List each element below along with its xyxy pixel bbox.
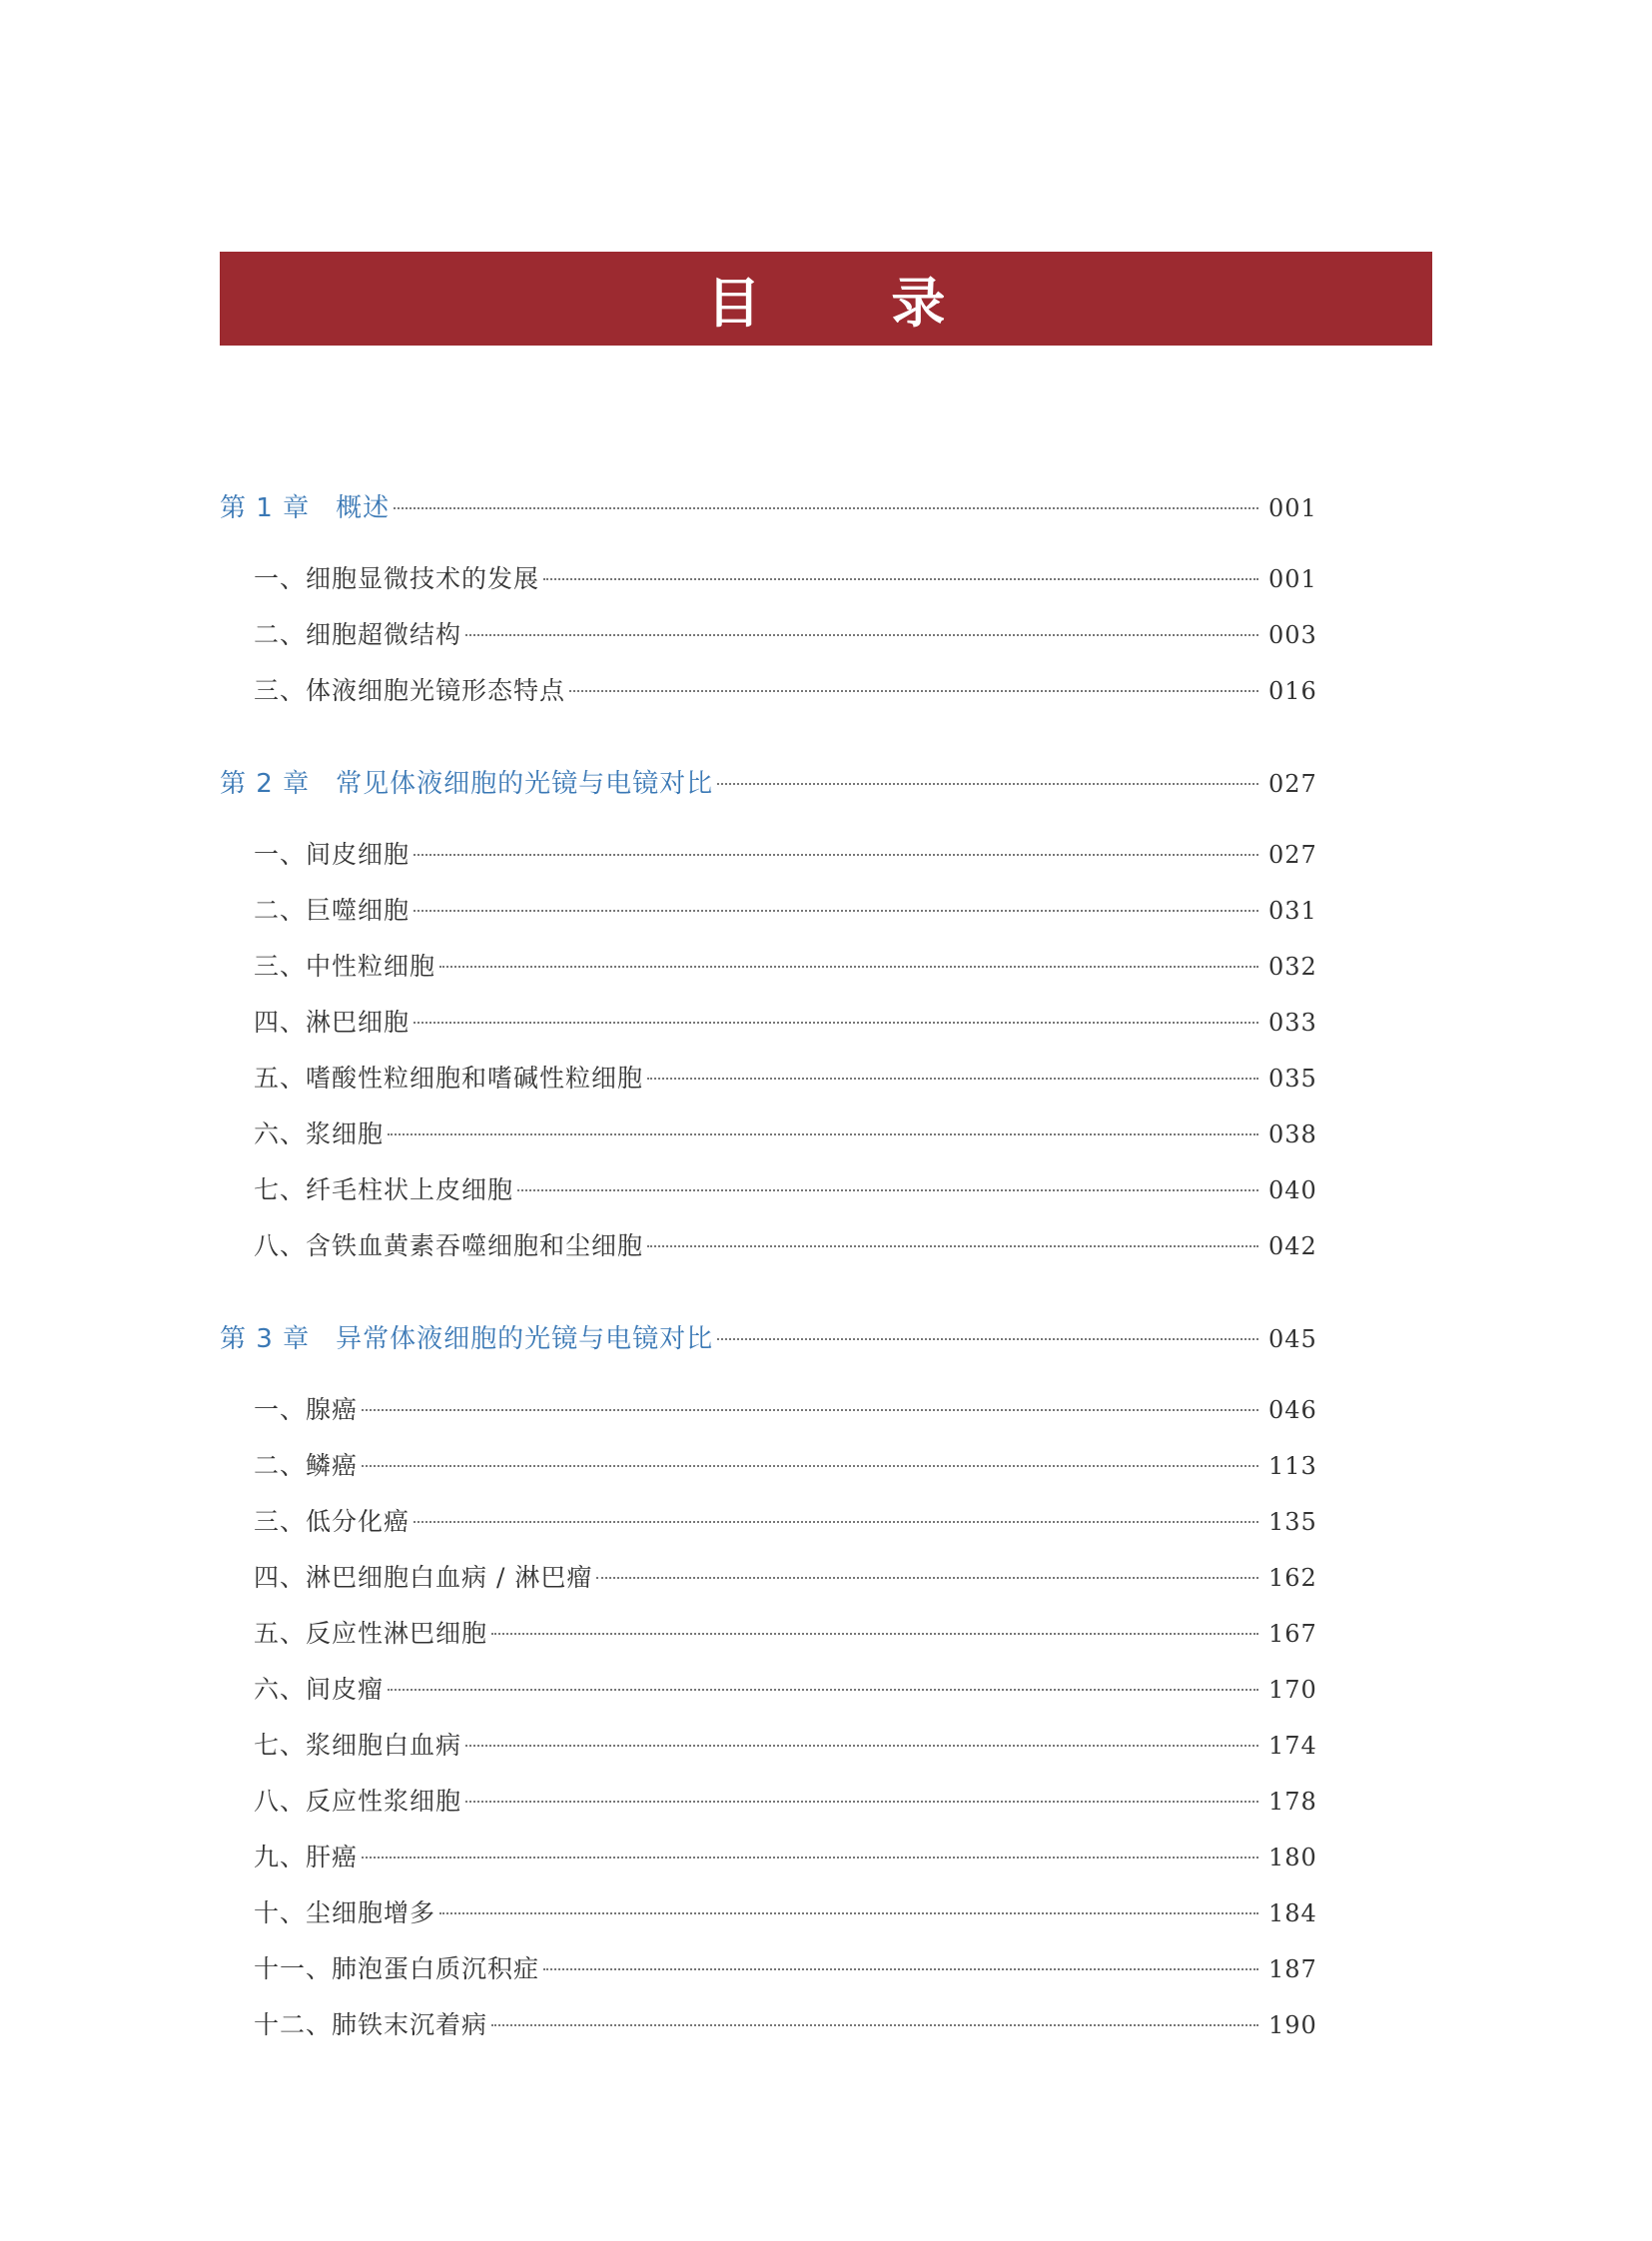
dot-leader [491, 2024, 1258, 2026]
dot-leader [717, 783, 1258, 785]
page-number: 003 [1268, 621, 1317, 649]
dot-leader [362, 1409, 1258, 1411]
dot-leader [413, 1022, 1258, 1024]
dot-leader [394, 507, 1258, 509]
dot-leader [465, 1745, 1258, 1747]
dot-leader [717, 1338, 1258, 1340]
section-entry[interactable] [220, 1059, 1316, 1115]
page-number: 045 [1268, 1325, 1317, 1353]
page-number: 027 [1268, 770, 1317, 798]
section-label: 五、嗜酸性粒细胞和嗜碱性粒细胞 [254, 1064, 644, 1093]
section-label: 六、浆细胞 [254, 1120, 385, 1148]
page-number: 046 [1268, 1396, 1317, 1424]
page-number: 035 [1268, 1065, 1317, 1093]
page-number: 033 [1268, 1009, 1317, 1037]
section-entry[interactable] [220, 1893, 1316, 1949]
page-number: 190 [1268, 2011, 1317, 2039]
section-label: 一、腺癌 [254, 1395, 359, 1424]
section-entry[interactable] [220, 1726, 1316, 1782]
toc-banner [220, 252, 1432, 346]
section-entry[interactable] [220, 891, 1316, 947]
section-entry[interactable] [220, 1390, 1316, 1446]
section-label: 一、间皮细胞 [254, 840, 411, 869]
section-entry[interactable] [220, 1838, 1316, 1893]
section-label: 八、含铁血黄素吞噬细胞和尘细胞 [254, 1231, 644, 1260]
section-label: 二、巨噬细胞 [254, 896, 411, 925]
dot-leader [647, 1245, 1258, 1247]
dot-leader [388, 1689, 1258, 1691]
chapter-title: 概述 [336, 493, 391, 523]
page-number: 135 [1268, 1508, 1317, 1536]
section-label: 三、低分化癌 [254, 1507, 411, 1536]
chapter-title: 常见体液细胞的光镜与电镜对比 [336, 769, 714, 799]
dot-leader [465, 634, 1258, 636]
page-number: 001 [1268, 565, 1317, 593]
section-entry[interactable] [220, 1782, 1316, 1838]
chapter-number: 第 1 章 [220, 493, 311, 523]
page-number: 040 [1268, 1176, 1317, 1204]
section-entry[interactable] [220, 1446, 1316, 1502]
section-entry[interactable] [220, 671, 1316, 727]
section-entry[interactable] [220, 1226, 1316, 1282]
section-label: 八、反应性浆细胞 [254, 1787, 462, 1816]
dot-leader [596, 1577, 1258, 1579]
section-entry[interactable] [220, 615, 1316, 671]
section-label: 三、体液细胞光镜形态特点 [254, 676, 566, 705]
section-label: 十一、肺泡蛋白质沉积症 [254, 1954, 540, 1983]
page-number: 162 [1268, 1564, 1317, 1592]
page-number: 184 [1268, 1899, 1317, 1927]
chapter-number: 第 2 章 [220, 769, 311, 799]
section-label: 五、反应性淋巴细胞 [254, 1619, 488, 1648]
section-entry[interactable] [220, 1949, 1316, 2005]
section-label: 七、浆细胞白血病 [254, 1731, 462, 1760]
section-label: 七、纤毛柱状上皮细胞 [254, 1175, 514, 1204]
chapter-entry[interactable] [220, 1318, 1316, 1374]
dot-leader [647, 1078, 1258, 1080]
section-entry[interactable] [220, 1558, 1316, 1614]
chapter-entry[interactable] [220, 487, 1316, 543]
dot-leader [413, 854, 1258, 856]
section-entry[interactable] [220, 1502, 1316, 1558]
section-label: 三、中性粒细胞 [254, 952, 436, 981]
dot-leader [543, 578, 1258, 580]
section-entry[interactable] [220, 1614, 1316, 1670]
page-number: 113 [1268, 1452, 1317, 1480]
section-label: 四、淋巴细胞白血病 / 淋巴瘤 [254, 1563, 593, 1592]
section-entry[interactable] [220, 1170, 1316, 1226]
page-number: 170 [1268, 1676, 1317, 1704]
dot-leader [517, 1189, 1258, 1191]
section-label: 十二、肺铁末沉着病 [254, 2010, 488, 2039]
dot-leader [465, 1801, 1258, 1803]
toc-title: 目 录 [706, 271, 1002, 335]
dot-leader [413, 1521, 1258, 1523]
section-entry[interactable] [220, 1003, 1316, 1059]
dot-leader [569, 690, 1258, 692]
section-entry[interactable] [220, 1115, 1316, 1170]
section-entry[interactable] [220, 559, 1316, 615]
section-entry[interactable] [220, 1670, 1316, 1726]
page-number: 016 [1268, 677, 1317, 705]
page-number: 042 [1268, 1232, 1317, 1260]
section-label: 九、肝癌 [254, 1843, 359, 1871]
dot-leader [388, 1133, 1258, 1135]
section-entry[interactable] [220, 835, 1316, 891]
page-number: 027 [1268, 841, 1317, 869]
chapter-title: 异常体液细胞的光镜与电镜对比 [336, 1324, 714, 1354]
chapter-entry[interactable] [220, 763, 1316, 819]
page-number: 174 [1268, 1732, 1317, 1760]
page-number: 180 [1268, 1844, 1317, 1871]
section-entry[interactable] [220, 2005, 1316, 2061]
page-number: 001 [1268, 494, 1317, 522]
section-label: 十、尘细胞增多 [254, 1898, 436, 1927]
section-entry[interactable] [220, 947, 1316, 1003]
page-number: 187 [1268, 1955, 1317, 1983]
dot-leader [362, 1465, 1258, 1467]
page-number: 031 [1268, 897, 1317, 925]
section-label: 一、细胞显微技术的发展 [254, 564, 540, 593]
section-label: 六、间皮瘤 [254, 1675, 385, 1704]
section-label: 二、鳞癌 [254, 1451, 359, 1480]
page-number: 178 [1268, 1788, 1317, 1816]
chapter-number: 第 3 章 [220, 1324, 311, 1354]
section-label: 二、细胞超微结构 [254, 620, 462, 649]
section-label: 四、淋巴细胞 [254, 1008, 411, 1037]
dot-leader [362, 1857, 1258, 1859]
dot-leader [491, 1633, 1258, 1635]
dot-leader [439, 1912, 1258, 1914]
dot-leader [543, 1968, 1258, 1970]
page-number: 032 [1268, 953, 1317, 981]
table-of-contents [220, 487, 1316, 2061]
dot-leader [413, 910, 1258, 912]
dot-leader [439, 966, 1258, 968]
page-number: 038 [1268, 1120, 1317, 1148]
page-number: 167 [1268, 1620, 1317, 1648]
